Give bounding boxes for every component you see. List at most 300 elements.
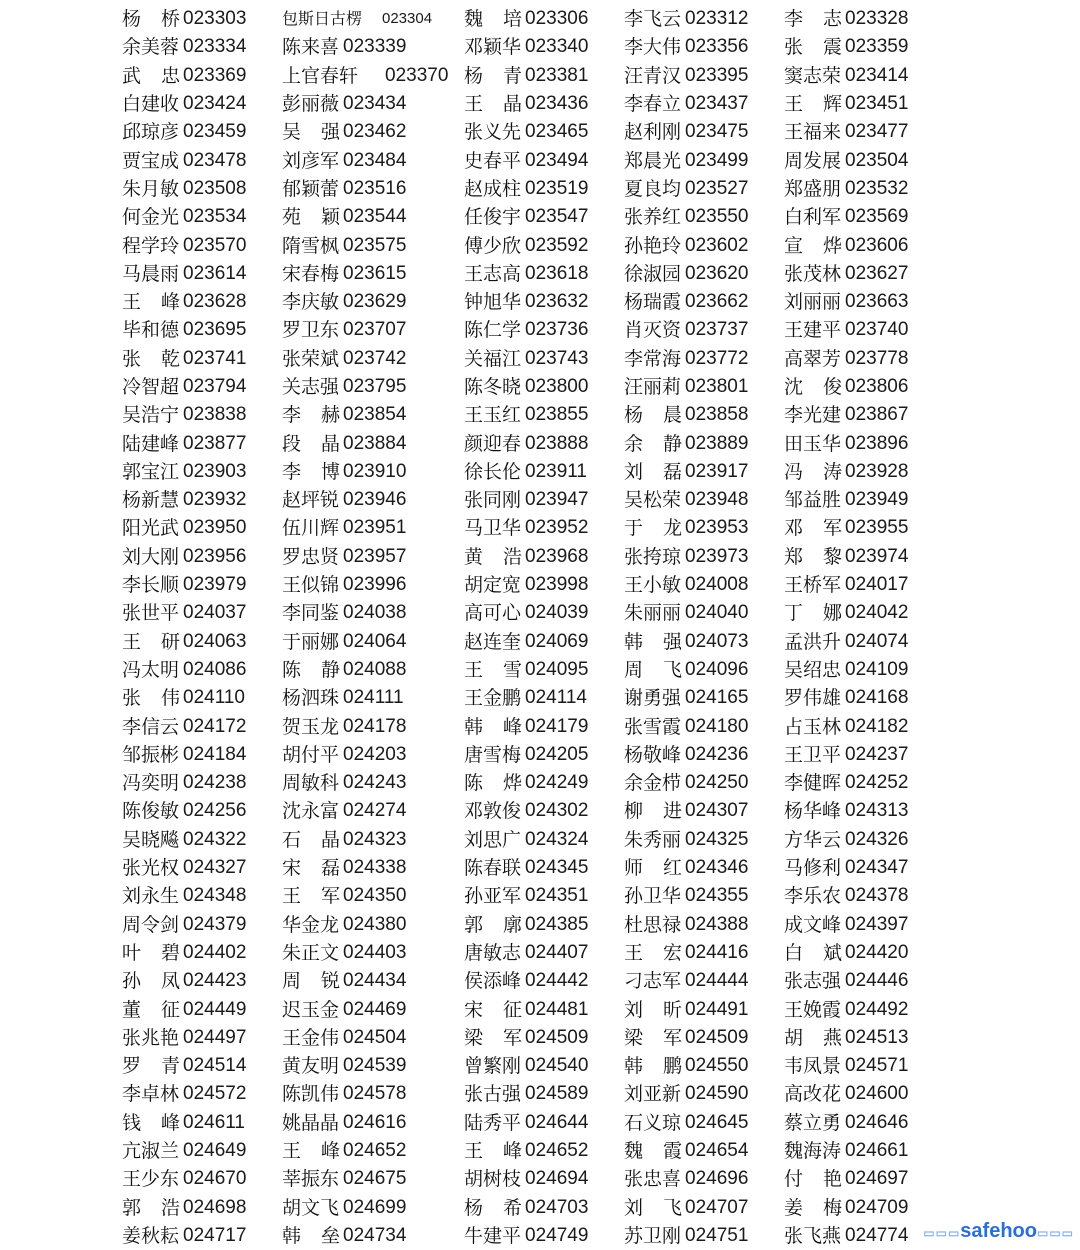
roster-entry [784, 62, 922, 90]
roster-entry [624, 882, 784, 910]
roster-entry [464, 1194, 624, 1222]
person-id: 024182 [845, 715, 909, 737]
roster-entry [624, 232, 784, 260]
person-id: 024165 [685, 687, 749, 709]
person-name: 邱琼彦 [122, 121, 180, 144]
roster-row [122, 797, 922, 825]
roster-row [122, 316, 922, 344]
person-name: 上官春轩 [282, 64, 359, 87]
roster-row [122, 288, 922, 316]
person-name: 王军 [282, 885, 340, 908]
person-id: 024042 [845, 602, 909, 624]
person-id: 024446 [845, 970, 909, 992]
roster-row [122, 1109, 922, 1137]
person-id: 023949 [845, 489, 909, 511]
person-id: 023532 [845, 177, 909, 199]
person-id: 024509 [525, 1026, 589, 1048]
person-id: 023801 [685, 376, 749, 397]
person-id: 023478 [183, 149, 247, 171]
roster-entry [784, 882, 922, 910]
person-name: 王金鹏 [464, 687, 522, 710]
roster-entry [784, 5, 922, 33]
person-id: 023451 [845, 93, 909, 115]
person-id: 024774 [845, 1224, 909, 1246]
person-id: 023953 [685, 517, 749, 539]
person-id: 023519 [525, 177, 589, 199]
roster-entry [784, 684, 922, 712]
person-id: 024109 [845, 658, 909, 680]
roster-row [122, 769, 922, 797]
person-id: 024645 [685, 1111, 749, 1133]
roster-row [122, 260, 922, 288]
roster-entry [624, 430, 784, 458]
roster-entry [624, 1052, 784, 1080]
roster-row [122, 995, 922, 1023]
roster-entry [464, 656, 624, 684]
person-name: 王桥军 [784, 574, 842, 597]
roster-entry [784, 288, 922, 316]
roster-entry [624, 911, 784, 939]
person-id: 023996 [343, 574, 407, 596]
person-name: 窦志荣 [784, 64, 842, 87]
person-name: 张世平 [122, 602, 180, 625]
person-id: 023695 [183, 319, 247, 341]
person-name: 张养红 [624, 206, 682, 229]
person-id: 023334 [183, 36, 247, 58]
person-id: 023974 [845, 545, 909, 567]
person-name: 徐淑园 [624, 262, 682, 285]
roster-entry [624, 797, 784, 825]
person-name: 朱丽丽 [624, 602, 682, 625]
roster-entry [784, 373, 922, 401]
roster-entry [784, 571, 922, 599]
person-name: 夏良均 [624, 177, 682, 200]
person-id: 024652 [525, 1140, 589, 1162]
roster-entry [282, 1137, 464, 1165]
roster-row [122, 656, 922, 684]
roster-entry [784, 939, 922, 967]
roster-entry [464, 62, 624, 90]
person-name: 胡付平 [282, 743, 340, 766]
person-name: 张乾 [122, 347, 180, 370]
person-name: 邓军 [784, 517, 842, 540]
roster-entry [464, 5, 624, 33]
roster-entry [784, 713, 922, 741]
person-name: 张志强 [784, 970, 842, 993]
person-id: 024504 [343, 1026, 407, 1048]
roster-entry [784, 826, 922, 854]
roster-entry [122, 797, 282, 825]
person-name: 高可心 [464, 602, 522, 625]
roster-row [122, 939, 922, 967]
roster-entry [122, 33, 282, 61]
person-name: 罗伟雄 [784, 687, 842, 710]
roster-entry [624, 1080, 784, 1108]
person-name: 姜秋耘 [122, 1224, 180, 1247]
roster-entry [624, 684, 784, 712]
person-name: 成文峰 [784, 913, 842, 936]
roster-entry [464, 1109, 624, 1137]
person-name: 王峰 [464, 1140, 522, 1163]
person-name: 肖灭资 [624, 319, 682, 342]
roster-entry [784, 90, 922, 118]
person-id: 024698 [183, 1196, 247, 1218]
roster-row [122, 854, 922, 882]
person-id: 024717 [183, 1224, 247, 1246]
person-id: 024379 [183, 913, 247, 935]
person-id: 024402 [183, 941, 247, 963]
roster-entry [784, 260, 922, 288]
roster-entry [624, 147, 784, 175]
roster-entry [784, 1024, 922, 1052]
person-name: 陆秀平 [464, 1111, 522, 1134]
roster-entry [122, 1165, 282, 1193]
person-name: 罗卫东 [282, 319, 340, 342]
person-id: 024017 [845, 574, 909, 596]
person-name: 张同刚 [464, 489, 522, 512]
roster-entry [282, 911, 464, 939]
person-id: 024481 [525, 998, 589, 1020]
roster-entry [122, 967, 282, 995]
person-id: 023632 [525, 291, 589, 313]
roster-entry [624, 62, 784, 90]
roster-entry [122, 430, 282, 458]
person-name: 武忠 [122, 64, 180, 87]
roster-entry [464, 543, 624, 571]
person-name: 杨青 [464, 64, 522, 87]
person-name: 于丽娜 [282, 630, 340, 653]
person-name: 谢勇强 [624, 687, 682, 710]
person-name: 黄友明 [282, 1055, 340, 1078]
roster-row [122, 571, 922, 599]
roster-entry [464, 599, 624, 627]
person-name: 罗青 [122, 1055, 180, 1078]
person-id: 024178 [343, 715, 407, 737]
person-name: 郑晨光 [624, 149, 682, 172]
person-id: 023778 [845, 347, 909, 369]
person-name: 姜梅 [784, 1196, 842, 1219]
person-id: 024095 [525, 658, 589, 680]
person-name: 杨华峰 [784, 800, 842, 823]
roster-entry [784, 175, 922, 203]
person-id: 023602 [685, 234, 749, 256]
person-id: 024550 [685, 1055, 749, 1077]
person-name: 白利军 [784, 206, 842, 229]
roster-entry [464, 1080, 624, 1108]
person-name: 毕和德 [122, 319, 180, 342]
roster-entry [282, 118, 464, 146]
person-name: 冯太明 [122, 658, 180, 681]
person-name: 陆建峰 [122, 432, 180, 455]
person-id: 023742 [343, 347, 407, 369]
roster-entry [464, 203, 624, 231]
person-id: 024351 [525, 885, 589, 907]
person-id: 023858 [685, 404, 749, 426]
person-id: 023328 [845, 8, 909, 30]
person-name: 田玉华 [784, 432, 842, 455]
person-name: 师红 [624, 857, 682, 880]
person-id: 024654 [685, 1140, 749, 1162]
person-name: 刘彦军 [282, 149, 340, 172]
person-id: 023867 [845, 404, 909, 426]
person-name: 贺玉龙 [282, 715, 340, 738]
roster-entry [122, 826, 282, 854]
person-name: 李志 [784, 8, 842, 31]
person-id: 024274 [343, 800, 407, 822]
roster-entry [122, 1080, 282, 1108]
person-id: 024179 [525, 715, 589, 737]
person-id: 024307 [685, 800, 749, 822]
person-id: 024249 [525, 772, 589, 794]
person-id: 024063 [183, 630, 247, 652]
person-id: 024302 [525, 800, 589, 822]
roster-entry [282, 1194, 464, 1222]
person-name: 梁军 [624, 1026, 682, 1049]
roster-entry [122, 854, 282, 882]
person-name: 沈永富 [282, 800, 340, 823]
person-id: 023303 [183, 8, 247, 30]
roster-entry [282, 373, 464, 401]
person-name: 徐长伦 [464, 460, 522, 483]
person-name: 余美蓉 [122, 36, 180, 59]
roster-entry [624, 33, 784, 61]
roster-row [122, 684, 922, 712]
roster-entry [122, 1137, 282, 1165]
roster-entry [122, 175, 282, 203]
person-id: 024073 [685, 630, 749, 652]
person-id: 023475 [685, 121, 749, 143]
roster-entry [784, 1194, 922, 1222]
person-name: 王峰 [122, 291, 180, 314]
roster-entry [122, 882, 282, 910]
person-name: 杜思禄 [624, 913, 682, 936]
person-name: 隋雪枫 [282, 234, 340, 257]
roster-entry [122, 401, 282, 429]
roster-entry [282, 232, 464, 260]
roster-entry [784, 458, 922, 486]
person-name: 韦凤景 [784, 1055, 842, 1078]
person-id: 024326 [845, 828, 909, 850]
roster-row [122, 373, 922, 401]
roster-entry [784, 514, 922, 542]
person-name: 彭丽薇 [282, 93, 340, 116]
person-id: 024378 [845, 885, 909, 907]
roster-entry [624, 5, 784, 33]
roster-entry [464, 316, 624, 344]
person-name: 胡文飞 [282, 1196, 340, 1219]
person-id: 023516 [343, 177, 407, 199]
roster-entry [464, 882, 624, 910]
person-id: 024416 [685, 941, 749, 963]
roster-row [122, 882, 922, 910]
person-name: 邹益胜 [784, 489, 842, 512]
person-id: 023628 [183, 291, 247, 313]
roster-entry [624, 967, 784, 995]
person-id: 023740 [845, 319, 909, 341]
roster-entry [624, 1024, 784, 1052]
person-name: 李春立 [624, 93, 682, 116]
roster-entry [282, 147, 464, 175]
person-id: 024347 [845, 857, 909, 879]
person-id: 023508 [183, 177, 247, 199]
person-name: 陈仁学 [464, 319, 522, 342]
person-name: 陈春联 [464, 857, 522, 880]
person-id: 024539 [343, 1055, 407, 1077]
person-id: 023952 [525, 517, 589, 539]
person-name: 陈冬晓 [464, 376, 522, 398]
person-name: 周锐 [282, 970, 340, 993]
person-name: 张雪霞 [624, 715, 682, 738]
person-id: 023794 [183, 376, 247, 397]
person-id: 024514 [183, 1055, 247, 1077]
roster-entry [784, 118, 922, 146]
person-id: 024323 [343, 828, 407, 850]
person-name: 杨晨 [624, 404, 682, 427]
person-name: 史春平 [464, 149, 522, 172]
roster-entry [464, 345, 624, 373]
roster-entry [282, 939, 464, 967]
roster-entry [122, 345, 282, 373]
roster-entry [784, 1165, 922, 1193]
person-name: 刘昕 [624, 998, 682, 1021]
roster-entry [624, 826, 784, 854]
roster-entry [624, 118, 784, 146]
person-name: 汪丽莉 [624, 376, 682, 398]
roster-entry [784, 599, 922, 627]
person-name: 关志强 [282, 376, 340, 398]
person-id: 023369 [183, 64, 247, 86]
person-id: 023998 [525, 574, 589, 596]
person-id: 023741 [183, 347, 247, 369]
roster-entry [282, 967, 464, 995]
person-name: 孙艳玲 [624, 234, 682, 257]
roster-entry [464, 713, 624, 741]
person-id: 024037 [183, 602, 247, 624]
person-name: 刘思广 [464, 828, 522, 851]
roster-entry [122, 373, 282, 401]
person-name: 关福江 [464, 347, 522, 370]
person-id: 024040 [685, 602, 749, 624]
person-name: 苑颖 [282, 206, 340, 229]
roster-row [122, 514, 922, 542]
person-id: 023575 [343, 234, 407, 256]
person-id: 024338 [343, 857, 407, 879]
person-id: 023436 [525, 93, 589, 115]
person-id: 024449 [183, 998, 247, 1020]
roster-entry [464, 684, 624, 712]
person-name: 邓敦俊 [464, 800, 522, 823]
roster-entry [784, 854, 922, 882]
person-id: 023499 [685, 149, 749, 171]
person-name: 梁军 [464, 1026, 522, 1049]
roster-entry [122, 90, 282, 118]
person-name: 赵坪锐 [282, 489, 340, 512]
roster-entry [624, 741, 784, 769]
roster-entry [624, 1222, 784, 1250]
person-id: 024039 [525, 602, 589, 624]
roster-entry [624, 458, 784, 486]
person-name: 张义先 [464, 121, 522, 144]
person-name: 陈静 [282, 658, 340, 681]
name-id-roster [122, 5, 922, 1250]
person-id: 024497 [183, 1026, 247, 1048]
roster-row [122, 90, 922, 118]
person-name: 阳光武 [122, 517, 180, 540]
person-id: 023606 [845, 234, 909, 256]
roster-entry [464, 147, 624, 175]
roster-entry [464, 514, 624, 542]
roster-entry [464, 430, 624, 458]
person-id: 024572 [183, 1083, 247, 1105]
roster-entry [122, 514, 282, 542]
person-id: 024616 [343, 1111, 407, 1133]
person-id: 023917 [685, 460, 749, 482]
person-name: 刘永生 [122, 885, 180, 908]
person-id: 024346 [685, 857, 749, 879]
person-id: 023928 [845, 460, 909, 482]
person-name: 郑黎 [784, 545, 842, 568]
roster-entry [464, 1024, 624, 1052]
person-id: 023462 [343, 121, 407, 143]
roster-entry [282, 1165, 464, 1193]
person-name: 张古强 [464, 1083, 522, 1106]
person-name: 马晨雨 [122, 262, 180, 285]
person-id: 024086 [183, 658, 247, 680]
roster-entry [122, 260, 282, 288]
roster-row [122, 628, 922, 656]
person-name: 李健晖 [784, 772, 842, 795]
roster-entry [122, 288, 282, 316]
person-name: 张茂林 [784, 262, 842, 285]
roster-row [122, 203, 922, 231]
person-name: 魏霞 [624, 1140, 682, 1163]
person-id: 023615 [343, 262, 407, 284]
person-id: 024096 [685, 658, 749, 680]
person-name: 周敏科 [282, 772, 340, 795]
roster-entry [122, 203, 282, 231]
person-name: 王研 [122, 630, 180, 653]
roster-entry [282, 90, 464, 118]
person-name: 张挎琼 [624, 545, 682, 568]
roster-entry [282, 1222, 464, 1250]
roster-entry [624, 175, 784, 203]
person-id: 023569 [845, 206, 909, 228]
person-id: 023855 [525, 404, 589, 426]
person-id: 024670 [183, 1168, 247, 1190]
person-id: 024571 [845, 1055, 909, 1077]
person-id: 024355 [685, 885, 749, 907]
person-id: 024420 [845, 941, 909, 963]
person-name: 张震 [784, 36, 842, 59]
roster-entry [624, 996, 784, 1024]
roster-entry [282, 628, 464, 656]
roster-row [122, 599, 922, 627]
person-name: 杨桥 [122, 8, 180, 31]
person-name: 占玉林 [784, 715, 842, 738]
person-name: 李光建 [784, 404, 842, 427]
roster-entry [464, 741, 624, 769]
roster-entry [282, 345, 464, 373]
roster-entry [624, 288, 784, 316]
roster-row [122, 911, 922, 939]
person-id: 023544 [343, 206, 407, 228]
person-id: 024313 [845, 800, 909, 822]
roster-entry [624, 1137, 784, 1165]
person-name: 王金伟 [282, 1026, 340, 1049]
roster-row [122, 458, 922, 486]
roster-entry [624, 401, 784, 429]
person-name: 何金光 [122, 206, 180, 229]
